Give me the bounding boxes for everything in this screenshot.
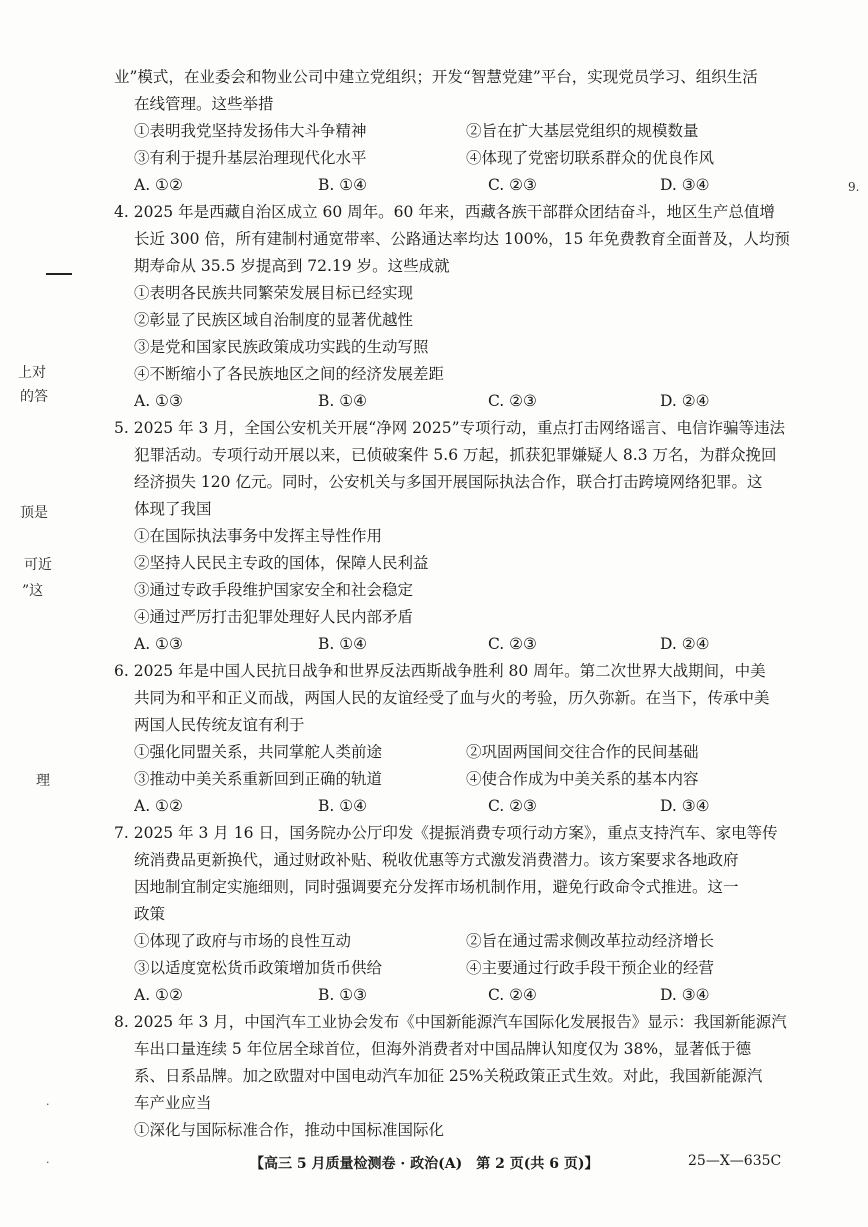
margin-rule bbox=[46, 273, 72, 275]
answer-choice-a[interactable]: A. ①② bbox=[134, 176, 183, 194]
statement-options bbox=[114, 928, 804, 955]
answer-choice-d[interactable]: D. ③④ bbox=[660, 797, 710, 815]
statement-option: ②坚持人民民主专政的国体，保障人民利益 bbox=[134, 554, 429, 572]
question-stem-line: 政策 bbox=[134, 905, 166, 923]
statement-option: ③是党和国家民族政策成功实践的生动写照 bbox=[134, 338, 429, 356]
question-4 bbox=[114, 199, 804, 415]
answer-choice-c[interactable]: C. ②③ bbox=[488, 176, 537, 194]
question-stem-line: 6. 2025 年是中国人民抗日战争和世界反法西斯战争胜利 80 周年。第二次世界大战期间，中美 bbox=[114, 662, 766, 680]
answer-choice-a[interactable]: A. ①③ bbox=[134, 392, 183, 410]
answer-choice-d[interactable]: D. ②④ bbox=[660, 635, 710, 653]
statement-option: ③推动中美关系重新回到正确的轨道 bbox=[134, 770, 383, 788]
question-6 bbox=[114, 658, 804, 820]
question-8 bbox=[114, 1009, 804, 1144]
statement-option: ③以适度宽松货币政策增加货币供给 bbox=[134, 959, 383, 977]
statement-options bbox=[114, 955, 804, 982]
statement-option: ②旨在扩大基层党组织的规模数量 bbox=[466, 122, 699, 140]
margin-fragment: 顶是 bbox=[20, 505, 48, 521]
statement-option: ①强化同盟关系，共同掌舵人类前途 bbox=[134, 743, 383, 761]
answer-choice-d[interactable]: D. ③④ bbox=[660, 176, 710, 194]
statement-option: ①体现了政府与市场的良性互动 bbox=[134, 932, 352, 950]
answer-choice-b[interactable]: B. ①④ bbox=[318, 797, 368, 815]
answer-choice-b[interactable]: B. ①④ bbox=[318, 176, 368, 194]
margin-fragment: 的答 bbox=[20, 389, 48, 405]
statement-option: ④不断缩小了各民族地区之间的经济发展差距 bbox=[134, 365, 445, 383]
footer-title: 【高三 5 月质量检测卷 · 政治(A) 第 2 页(共 6 页)】 bbox=[250, 1156, 599, 1172]
statement-option: ①表明我党坚持发扬伟大斗争精神 bbox=[134, 122, 367, 140]
answer-choices bbox=[114, 388, 804, 415]
question-3-tail bbox=[114, 64, 804, 199]
statement-options bbox=[114, 739, 804, 766]
answer-choice-b[interactable]: B. ①③ bbox=[318, 986, 368, 1004]
statement-option: ②旨在通过需求侧改革拉动经济增长 bbox=[466, 932, 715, 950]
answer-choice-a[interactable]: A. ①② bbox=[134, 986, 183, 1004]
question-content bbox=[114, 64, 804, 1144]
margin-fragment: 理 bbox=[36, 773, 50, 789]
question-stem-line: 两国人民传统友谊有利于 bbox=[134, 716, 305, 734]
question-7 bbox=[114, 820, 804, 1009]
question-stem-line: 犯罪活动。专项行动开展以来，已侦破案件 5.6 万起，抓获犯罪嫌疑人 8.3 万名，为群众挽回 bbox=[134, 446, 777, 464]
answer-choice-d[interactable]: D. ③④ bbox=[660, 986, 710, 1004]
answer-choice-c[interactable]: C. ②③ bbox=[488, 635, 537, 653]
statement-options bbox=[114, 118, 804, 145]
question-stem-line: 共同为和平和正义而战，两国人民的友谊经受了血与火的考验，历久弥新。在当下，传承中美 bbox=[134, 689, 770, 707]
statement-options bbox=[114, 766, 804, 793]
statement-option: ④使合作成为中美关系的基本内容 bbox=[466, 770, 699, 788]
question-stem-line: 4. 2025 年是西藏自治区成立 60 周年。60 年来，西藏各族干部群众团结奋斗，地区生产总值增 bbox=[114, 203, 775, 221]
statement-option: ①在国际执法事务中发挥主导性作用 bbox=[134, 527, 383, 545]
question-stem-line: 体现了我国 bbox=[134, 500, 212, 518]
statement-option: ④主要通过行政手段干预企业的经营 bbox=[466, 959, 715, 977]
question-stem-line: 统消费品更新换代，通过财政补贴、税收优惠等方式激发消费潜力。该方案要求各地政府 bbox=[134, 851, 739, 869]
question-stem-line: 因地制宜制定实施细则，同时强调要充分发挥市场机制作用，避免行政命令式推进。这一 bbox=[134, 878, 739, 896]
statement-option: ②彰显了民族区域自治制度的显著优越性 bbox=[134, 311, 414, 329]
answer-choice-c[interactable]: C. ②③ bbox=[488, 392, 537, 410]
question-stem-line: 经济损失 120 亿元。同时，公安机关与多国开展国际执法合作，联合打击跨境网络犯罪。这 bbox=[134, 473, 763, 491]
question-stem-line: 5. 2025 年 3 月，全国公安机关开展“净网 2025”专项行动，重点打击网络谣言、电信诈骗等违法 bbox=[114, 419, 786, 437]
question-stem-line: 7. 2025 年 3 月 16 日，国务院办公厅印发《提振消费专项行动方案》，重点支持汽车、家电等传 bbox=[114, 824, 778, 842]
statement-options bbox=[114, 145, 804, 172]
answer-choice-a[interactable]: A. ①③ bbox=[134, 635, 183, 653]
answer-choice-c[interactable]: C. ②④ bbox=[488, 986, 537, 1004]
margin-fragment: 上对 bbox=[18, 365, 46, 381]
statement-option: ④体现了党密切联系群众的优良作风 bbox=[466, 149, 715, 167]
answer-choices bbox=[114, 172, 804, 199]
margin-dot: · bbox=[46, 1156, 50, 1169]
margin-fragment: 可近 bbox=[24, 557, 52, 573]
right-margin-fragment: 9. bbox=[848, 180, 860, 194]
question-stem-line: 系、日系品牌。加之欧盟对中国电动汽车加征 25%关税政策正式生效。对此，我国新能源汽 bbox=[134, 1067, 763, 1085]
question-stem-line: 业”模式，在业委会和物业公司中建立党组织；开发“智慧党建”平台，实现党员学习、组织生活 bbox=[114, 68, 758, 86]
question-stem-line: 长近 300 倍，所有建制村通宽带率、公路通达率均达 100%，15 年免费教育全面普及，人均预 bbox=[134, 230, 790, 248]
margin-dot: · bbox=[46, 1098, 50, 1111]
answer-choice-b[interactable]: B. ①④ bbox=[318, 635, 368, 653]
answer-choices bbox=[114, 793, 804, 820]
footer-code: 25—X—635C bbox=[688, 1153, 782, 1169]
question-5 bbox=[114, 415, 804, 658]
statement-option: ③通过专政手段维护国家安全和社会稳定 bbox=[134, 581, 414, 599]
statement-option: ④通过严厉打击犯罪处理好人民内部矛盾 bbox=[134, 608, 414, 626]
question-stem-line: 8. 2025 年 3 月，中国汽车工业协会发布《中国新能源汽车国际化发展报告》显示：我国新能源汽 bbox=[114, 1013, 787, 1031]
answer-choices bbox=[114, 982, 804, 1009]
statement-option: ①表明各民族共同繁荣发展目标已经实现 bbox=[134, 284, 414, 302]
question-stem-line: 期寿命从 35.5 岁提高到 72.19 岁。这些成就 bbox=[134, 257, 450, 275]
question-stem-line: 在线管理。这些举措 bbox=[134, 95, 274, 113]
question-stem-line: 车产业应当 bbox=[134, 1094, 212, 1112]
answer-choice-d[interactable]: D. ②④ bbox=[660, 392, 710, 410]
margin-fragment: ”这 bbox=[22, 583, 44, 599]
answer-choices bbox=[114, 631, 804, 658]
answer-choice-c[interactable]: C. ②③ bbox=[488, 797, 537, 815]
statement-option: ③有利于提升基层治理现代化水平 bbox=[134, 149, 367, 167]
statement-option: ②巩固两国间交往合作的民间基础 bbox=[466, 743, 699, 761]
answer-choice-b[interactable]: B. ①④ bbox=[318, 392, 368, 410]
statement-option: ①深化与国际标准合作，推动中国标准国际化 bbox=[134, 1121, 445, 1139]
question-stem-line: 车出口量连续 5 年位居全球首位，但海外消费者对中国品牌认知度仅为 38%，显著低于德 bbox=[134, 1040, 752, 1058]
answer-choice-a[interactable]: A. ①② bbox=[134, 797, 183, 815]
